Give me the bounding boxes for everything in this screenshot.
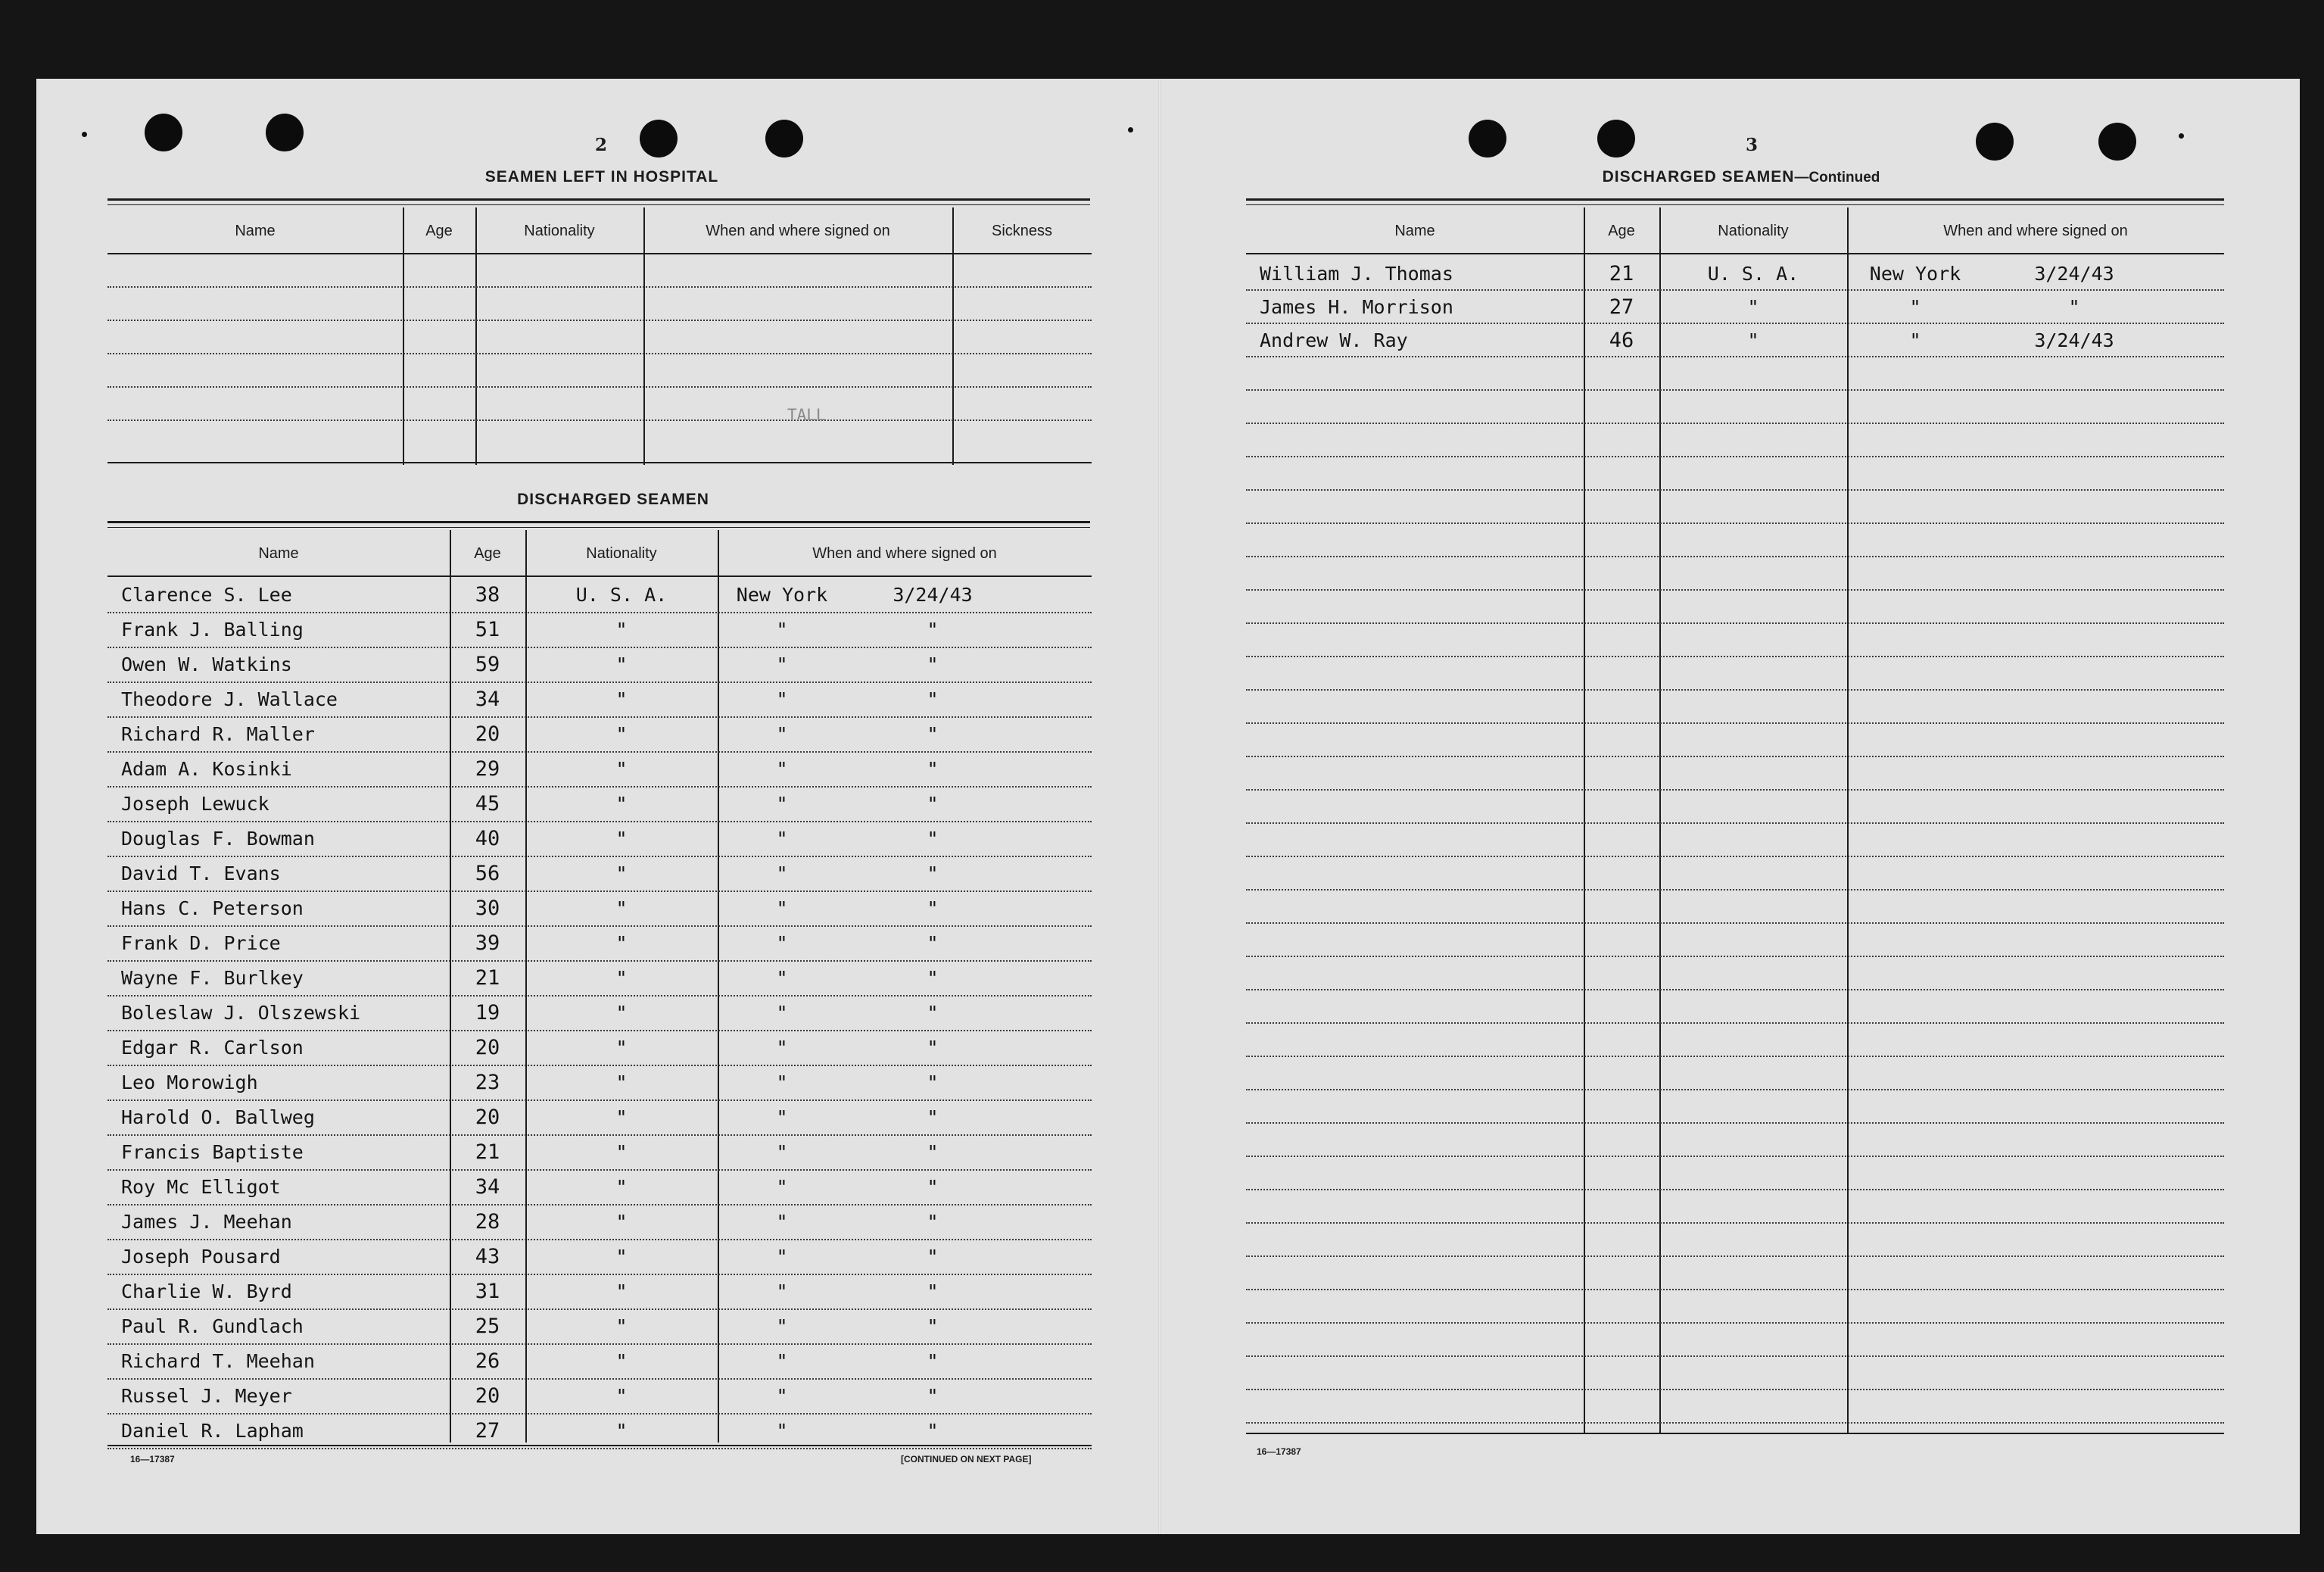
- punch-hole: [266, 114, 304, 151]
- seaman-name: Frank D. Price: [121, 932, 281, 954]
- title-main: DISCHARGED SEAMEN: [1602, 168, 1795, 186]
- speck: [1128, 127, 1133, 133]
- signed-on-date: 3/24/43: [2034, 329, 2114, 351]
- seaman-age: 20: [475, 722, 500, 746]
- seaman-age: 31: [475, 1280, 500, 1303]
- seaman-name: Boleslaw J. Olszewski: [121, 1002, 361, 1024]
- punch-hole: [1469, 120, 1506, 158]
- seaman-age: 46: [1609, 329, 1634, 352]
- seaman-age: 34: [475, 688, 500, 711]
- row-line: [1246, 1289, 2224, 1290]
- seaman-nationality: ": [615, 1315, 628, 1337]
- continued-note: [CONTINUED ON NEXT PAGE]: [901, 1454, 1032, 1464]
- seaman-nationality: ": [615, 932, 628, 954]
- seaman-name: Paul R. Gundlach: [121, 1315, 304, 1337]
- section-title: SEAMEN LEFT IN HOSPITAL: [484, 168, 719, 186]
- seaman-nationality: ": [615, 1246, 628, 1268]
- seaman-name: James J. Meehan: [121, 1211, 292, 1233]
- column-header: Age: [425, 222, 453, 239]
- signed-on-place: ": [776, 758, 788, 780]
- form-number: 16—17387: [130, 1454, 175, 1464]
- row-line: [1246, 389, 2224, 391]
- column-header: When and where signed on: [1943, 222, 2128, 239]
- signed-on-place: ": [1909, 329, 1921, 351]
- section-title: DISCHARGED SEAMEN: [517, 491, 709, 508]
- seaman-nationality: ": [615, 793, 628, 815]
- seaman-nationality: ": [1747, 296, 1759, 318]
- seaman-nationality: ": [1747, 329, 1759, 351]
- signed-on-place: ": [776, 1315, 788, 1337]
- seaman-name: Daniel R. Lapham: [121, 1420, 304, 1442]
- seaman-name: William J. Thomas: [1260, 263, 1453, 285]
- seaman-nationality: ": [615, 1141, 628, 1163]
- column-header: Nationality: [524, 222, 595, 239]
- row-line: [1246, 456, 2224, 457]
- row-line: [1246, 1322, 2224, 1324]
- row-line: [1246, 589, 2224, 591]
- punch-hole: [1597, 120, 1635, 158]
- seaman-nationality: ": [615, 758, 628, 780]
- signed-on-place: ": [776, 688, 788, 710]
- row-line: [1246, 489, 2224, 491]
- signed-on-date: ": [927, 619, 939, 641]
- column-header: Age: [474, 544, 501, 562]
- seaman-nationality: ": [615, 828, 628, 850]
- signed-on-place: ": [1909, 296, 1921, 318]
- row-line: [1246, 1389, 2224, 1390]
- seaman-name: Andrew W. Ray: [1260, 329, 1408, 351]
- signed-on-place: ": [776, 1106, 788, 1128]
- column-header: Name: [1394, 222, 1435, 239]
- seaman-nationality: ": [615, 1176, 628, 1198]
- seaman-age: 20: [475, 1106, 500, 1129]
- seaman-name: Adam A. Kosinki: [121, 758, 292, 780]
- column-header: Name: [258, 544, 299, 562]
- seaman-name: David T. Evans: [121, 862, 281, 884]
- signed-on-place: ": [776, 1280, 788, 1302]
- seaman-nationality: ": [615, 1211, 628, 1233]
- signed-on-date: ": [927, 828, 939, 850]
- form-number: 16—17387: [1257, 1446, 1301, 1457]
- signed-on-place: ": [776, 1037, 788, 1059]
- seaman-nationality: ": [615, 1420, 628, 1442]
- seaman-age: 34: [475, 1175, 500, 1199]
- signed-on-date: ": [927, 1350, 939, 1372]
- seaman-nationality: ": [615, 1037, 628, 1059]
- signed-on-place: ": [776, 1246, 788, 1268]
- signed-on-date: ": [927, 862, 939, 884]
- seaman-name: Joseph Pousard: [121, 1246, 281, 1268]
- row-line: [1246, 1355, 2224, 1357]
- signed-on-date: ": [927, 1211, 939, 1233]
- signed-on-date: ": [927, 1071, 939, 1093]
- seaman-name: Leo Morowigh: [121, 1071, 258, 1093]
- discharged-continued-table: [1246, 207, 2224, 1439]
- seaman-age: 20: [475, 1384, 500, 1408]
- row-line: [1246, 1156, 2224, 1157]
- seaman-nationality: ": [615, 967, 628, 989]
- row-line: [1246, 622, 2224, 624]
- signed-on-place: ": [776, 653, 788, 675]
- column-header: Nationality: [586, 544, 657, 562]
- seaman-nationality: U. S. A.: [1707, 263, 1799, 285]
- signed-on-place: ": [776, 967, 788, 989]
- seaman-age: 38: [475, 583, 500, 607]
- seaman-nationality: ": [615, 1350, 628, 1372]
- row-line: [1246, 1022, 2224, 1024]
- seaman-name: Joseph Lewuck: [121, 793, 269, 815]
- page-number: 3: [1746, 135, 1759, 155]
- column-header: Name: [235, 222, 276, 239]
- seaman-age: 25: [475, 1315, 500, 1338]
- row-line: [1246, 522, 2224, 524]
- signed-on-place: ": [776, 723, 788, 745]
- seaman-age: 21: [1609, 262, 1634, 285]
- signed-on-place: ": [776, 1071, 788, 1093]
- row-line: [1246, 1089, 2224, 1090]
- row-line: [1246, 656, 2224, 657]
- row-line: [1246, 822, 2224, 824]
- seaman-age: 20: [475, 1036, 500, 1059]
- signed-on-date: ": [927, 688, 939, 710]
- signed-on-place: ": [776, 932, 788, 954]
- speck: [82, 132, 87, 137]
- signed-on-date: ": [927, 1420, 939, 1442]
- signed-on-place: New York: [736, 584, 828, 606]
- seaman-age: 27: [475, 1419, 500, 1443]
- row-line: [1246, 1255, 2224, 1257]
- signed-on-date: ": [927, 723, 939, 745]
- row-line: [1246, 1056, 2224, 1057]
- punch-hole: [765, 120, 803, 158]
- signed-on-place: ": [776, 1350, 788, 1372]
- discharged-table: [107, 530, 1092, 1448]
- seaman-name: Russel J. Meyer: [121, 1385, 292, 1407]
- seaman-age: 19: [475, 1001, 500, 1025]
- section-rule: [107, 521, 1090, 528]
- seaman-name: Wayne F. Burlkey: [121, 967, 304, 989]
- row-line: [1246, 1222, 2224, 1224]
- seaman-nationality: U. S. A.: [575, 584, 668, 606]
- seaman-age: 26: [475, 1349, 500, 1373]
- column-header: Sickness: [991, 222, 1053, 239]
- seaman-age: 27: [1609, 295, 1634, 319]
- column-header: Age: [1608, 222, 1635, 239]
- signed-on-date: ": [927, 1315, 939, 1337]
- seaman-age: 28: [475, 1210, 500, 1234]
- seaman-age: 40: [475, 827, 500, 850]
- row-line: [1246, 1189, 2224, 1190]
- signed-on-date: ": [927, 758, 939, 780]
- seaman-name: Charlie W. Byrd: [121, 1280, 292, 1302]
- row-line: [1246, 989, 2224, 990]
- signed-on-place: ": [776, 1211, 788, 1233]
- row-line: [1246, 722, 2224, 724]
- title-continued: —Continued: [1794, 170, 1880, 186]
- seaman-nationality: ": [615, 1385, 628, 1407]
- signed-on-place: ": [776, 828, 788, 850]
- row-line: [1246, 689, 2224, 691]
- signed-on-place: ": [776, 897, 788, 919]
- signed-on-date: ": [927, 1246, 939, 1268]
- faint-stamp: TALL: [787, 406, 826, 424]
- signed-on-date: ": [2068, 296, 2080, 318]
- seaman-age: 30: [475, 897, 500, 920]
- row-line: [1246, 922, 2224, 924]
- signed-on-place: ": [776, 862, 788, 884]
- signed-on-date: ": [927, 793, 939, 815]
- row-line: [1246, 856, 2224, 857]
- punch-hole: [2098, 123, 2136, 161]
- row-line: [1246, 956, 2224, 957]
- row-line: [107, 1448, 1092, 1449]
- section-rule: [107, 198, 1090, 205]
- seaman-name: Douglas F. Bowman: [121, 828, 315, 850]
- seaman-name: Owen W. Watkins: [121, 653, 292, 675]
- seaman-name: Frank J. Balling: [121, 619, 304, 641]
- seaman-nationality: ": [615, 862, 628, 884]
- signed-on-place: ": [776, 1420, 788, 1442]
- signed-on-place: New York: [1869, 263, 1961, 285]
- punch-hole: [640, 120, 678, 158]
- hospital-table: [107, 207, 1092, 469]
- seaman-nationality: ": [615, 619, 628, 641]
- signed-on-place: ": [776, 793, 788, 815]
- row-line: [1246, 556, 2224, 557]
- seaman-age: 39: [475, 931, 500, 955]
- seaman-name: Harold O. Ballweg: [121, 1106, 315, 1128]
- seaman-name: James H. Morrison: [1260, 296, 1453, 318]
- seaman-age: 23: [475, 1071, 500, 1094]
- seaman-nationality: ": [615, 688, 628, 710]
- seaman-nationality: ": [615, 723, 628, 745]
- seaman-name: Richard R. Maller: [121, 723, 315, 745]
- row-line: [1246, 889, 2224, 890]
- punch-hole: [145, 114, 182, 151]
- section-title: [1514, 168, 1968, 186]
- seaman-nationality: ": [615, 1106, 628, 1128]
- signed-on-date: ": [927, 1176, 939, 1198]
- column-header: Nationality: [1718, 222, 1789, 239]
- seaman-age: 21: [475, 1140, 500, 1164]
- seaman-age: 29: [475, 757, 500, 781]
- signed-on-date: 3/24/43: [2034, 263, 2114, 285]
- seaman-name: Edgar R. Carlson: [121, 1037, 304, 1059]
- seaman-nationality: ": [615, 1280, 628, 1302]
- seaman-name: Francis Baptiste: [121, 1141, 304, 1163]
- signed-on-date: ": [927, 897, 939, 919]
- seaman-name: Richard T. Meehan: [121, 1350, 315, 1372]
- signed-on-date: ": [927, 1106, 939, 1128]
- seaman-nationality: ": [615, 897, 628, 919]
- row-line: [1246, 423, 2224, 424]
- seaman-nationality: ": [615, 653, 628, 675]
- signed-on-place: ": [776, 619, 788, 641]
- row-line: [1246, 789, 2224, 791]
- signed-on-date: ": [927, 932, 939, 954]
- signed-on-date: ": [927, 653, 939, 675]
- signed-on-date: ": [927, 1280, 939, 1302]
- seaman-name: Roy Mc Elligot: [121, 1176, 281, 1198]
- signed-on-place: ": [776, 1141, 788, 1163]
- signed-on-date: ": [927, 1002, 939, 1024]
- punch-hole: [1976, 123, 2014, 161]
- seaman-name: Hans C. Peterson: [121, 897, 304, 919]
- seaman-age: 43: [475, 1245, 500, 1268]
- signed-on-date: ": [927, 1037, 939, 1059]
- seaman-age: 21: [475, 966, 500, 990]
- seaman-age: 51: [475, 618, 500, 641]
- seaman-name: Theodore J. Wallace: [121, 688, 338, 710]
- signed-on-date: ": [927, 1385, 939, 1407]
- signed-on-place: ": [776, 1002, 788, 1024]
- signed-on-date: ": [927, 1141, 939, 1163]
- row-line: [1246, 756, 2224, 757]
- signed-on-date: 3/24/43: [893, 584, 973, 606]
- seaman-age: 59: [475, 653, 500, 676]
- signed-on-date: ": [927, 967, 939, 989]
- speck: [2179, 133, 2184, 139]
- seaman-name: Clarence S. Lee: [121, 584, 292, 606]
- seaman-age: 56: [475, 862, 500, 885]
- column-header: When and where signed on: [812, 544, 997, 562]
- page-number: 2: [595, 135, 608, 155]
- seaman-nationality: ": [615, 1071, 628, 1093]
- row-line: [1246, 1422, 2224, 1424]
- seaman-age: 45: [475, 792, 500, 816]
- signed-on-place: ": [776, 1176, 788, 1198]
- column-header: When and where signed on: [706, 222, 890, 239]
- center-fold: [1158, 79, 1161, 1534]
- section-rule: [1246, 198, 2224, 205]
- row-line: [1246, 1122, 2224, 1124]
- signed-on-place: ": [776, 1385, 788, 1407]
- seaman-nationality: ": [615, 1002, 628, 1024]
